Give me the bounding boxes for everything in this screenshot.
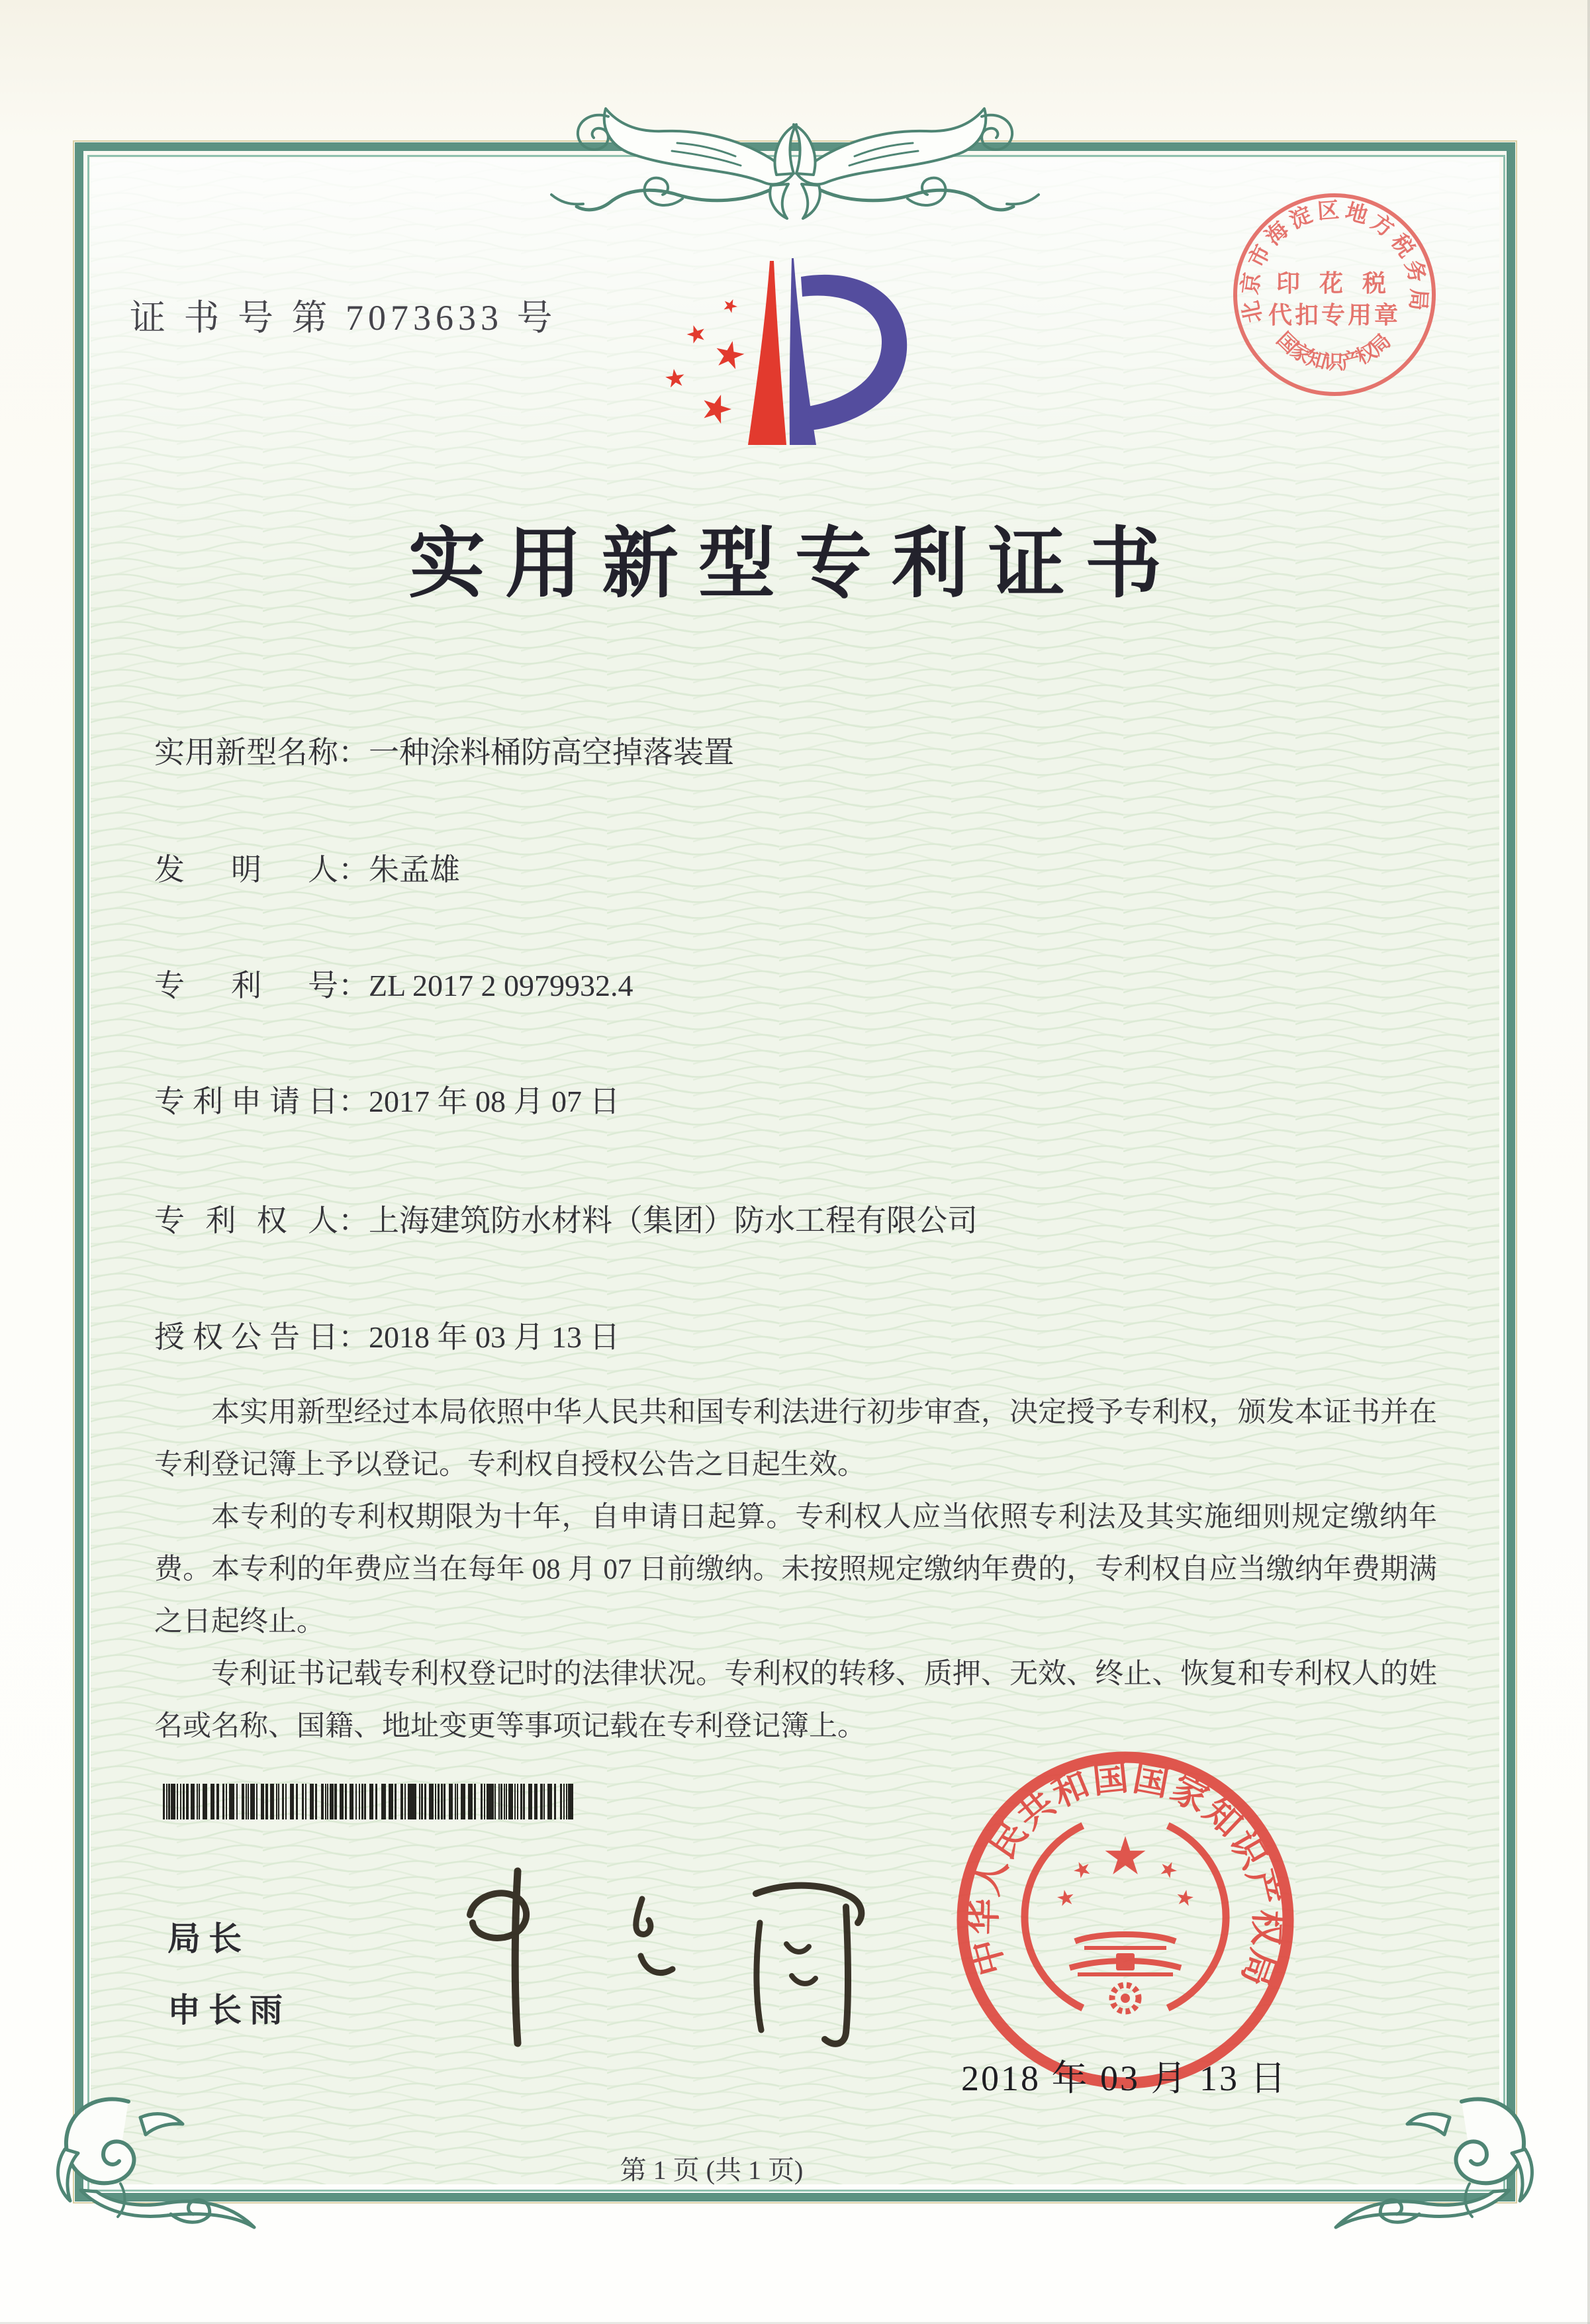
scan-edge (1587, 0, 1590, 2324)
field-label: 授权公告日 (154, 1320, 338, 1354)
tax-stamp-line2: 代扣专用章 (1268, 302, 1401, 328)
bottom-right-corner-ornament-icon (1324, 2091, 1549, 2250)
field-colon: ： (338, 736, 369, 769)
tax-stamp-arc-top: 北京市海淀区地方税务局 (1239, 199, 1430, 325)
director-name: 申长雨 (167, 1992, 291, 2029)
field-value: 2018 年 03 月 13 日 (369, 1320, 620, 1354)
legal-text (154, 1386, 1437, 1753)
field-colon: ： (338, 1085, 369, 1118)
field-label: 实用新型名称 (154, 736, 338, 769)
field-colon: ： (338, 969, 369, 1002)
field-label: 专利号 (154, 969, 338, 1002)
field-colon: ： (338, 853, 369, 887)
seal-arc-text: 中华人民共和国国家知识产权局 (963, 1757, 1288, 1992)
tax-stamp-line1: 印 花 税 (1276, 270, 1393, 297)
field-row (154, 961, 1438, 1005)
field-value: 上海建筑防水材料（集团）防水工程有限公司 (369, 1204, 978, 1237)
legal-paragraph: 本专利的专利权期限为十年，自申请日起算。专利权人应当依照专利法及其实施细则规定缴纳年费。本专利的年费应当在每年 08 月 07 日前缴纳。未按照规定缴纳年费的，专利权自应当缴纳年费期满之日起终止。 (154, 1502, 1437, 1637)
top-border-ornament-icon (550, 105, 1040, 224)
cnipa-logo-icon (663, 257, 928, 456)
field-value: 一种涂料桶防高空掉落装置 (369, 736, 734, 769)
field-value: 朱孟雄 (369, 853, 460, 887)
barcode (163, 1784, 573, 1819)
field-value: 2017 年 08 月 07 日 (369, 1085, 620, 1118)
bottom-left-corner-ornament-icon (41, 2091, 266, 2250)
field-colon: ： (338, 1320, 369, 1354)
logo-stars (665, 261, 786, 445)
field-label: 专利权人 (154, 1204, 338, 1237)
stamp-tax (1227, 187, 1442, 403)
field-colon: ： (338, 1204, 369, 1237)
director-title: 局长 (167, 1920, 250, 1957)
field-value: ZL 2017 2 0979932.4 (369, 969, 633, 1002)
legal-paragraph: 本实用新型经过本局依照中华人民共和国专利法进行初步审查，决定授予专利权，颁发本证书并在专利登记簿上予以登记。专利权自授权公告之日起生效。 (154, 1397, 1437, 1480)
issue-date: 2018 年 03 月 13 日 (961, 2058, 1288, 2098)
field-row (154, 1313, 1438, 1357)
tax-stamp-art (1235, 195, 1434, 394)
page-footer: 第 1 页 (共 1 页) (620, 2155, 804, 2185)
legal-paragraph: 专利证书记载专利权登记时的法律状况。专利权的转移、质押、无效、终止、恢复和专利权人的姓名或名称、国籍、地址变更等事项记载在专利登记簿上。 (154, 1659, 1437, 1742)
tax-stamp-arc-bottom: 国家知识产权局 (1272, 328, 1395, 374)
seal-art (962, 1757, 1288, 2083)
field-row (154, 846, 1438, 889)
field-row (154, 1196, 1438, 1240)
svg-text:国家知识产权局 (1272, 328, 1395, 373)
director-signature (430, 1859, 894, 2078)
field-row (154, 728, 1438, 772)
field-row (154, 1077, 1438, 1121)
field-label: 专利申请日 (154, 1085, 338, 1118)
national-emblem-icon (1025, 1825, 1226, 2011)
certificate-title: 实用新型专利证书 (408, 522, 1182, 607)
field-label: 发明人 (154, 853, 338, 887)
logo-p-shape (790, 258, 907, 445)
certificate-number: 证 书 号 第 7073633 号 (130, 298, 557, 338)
